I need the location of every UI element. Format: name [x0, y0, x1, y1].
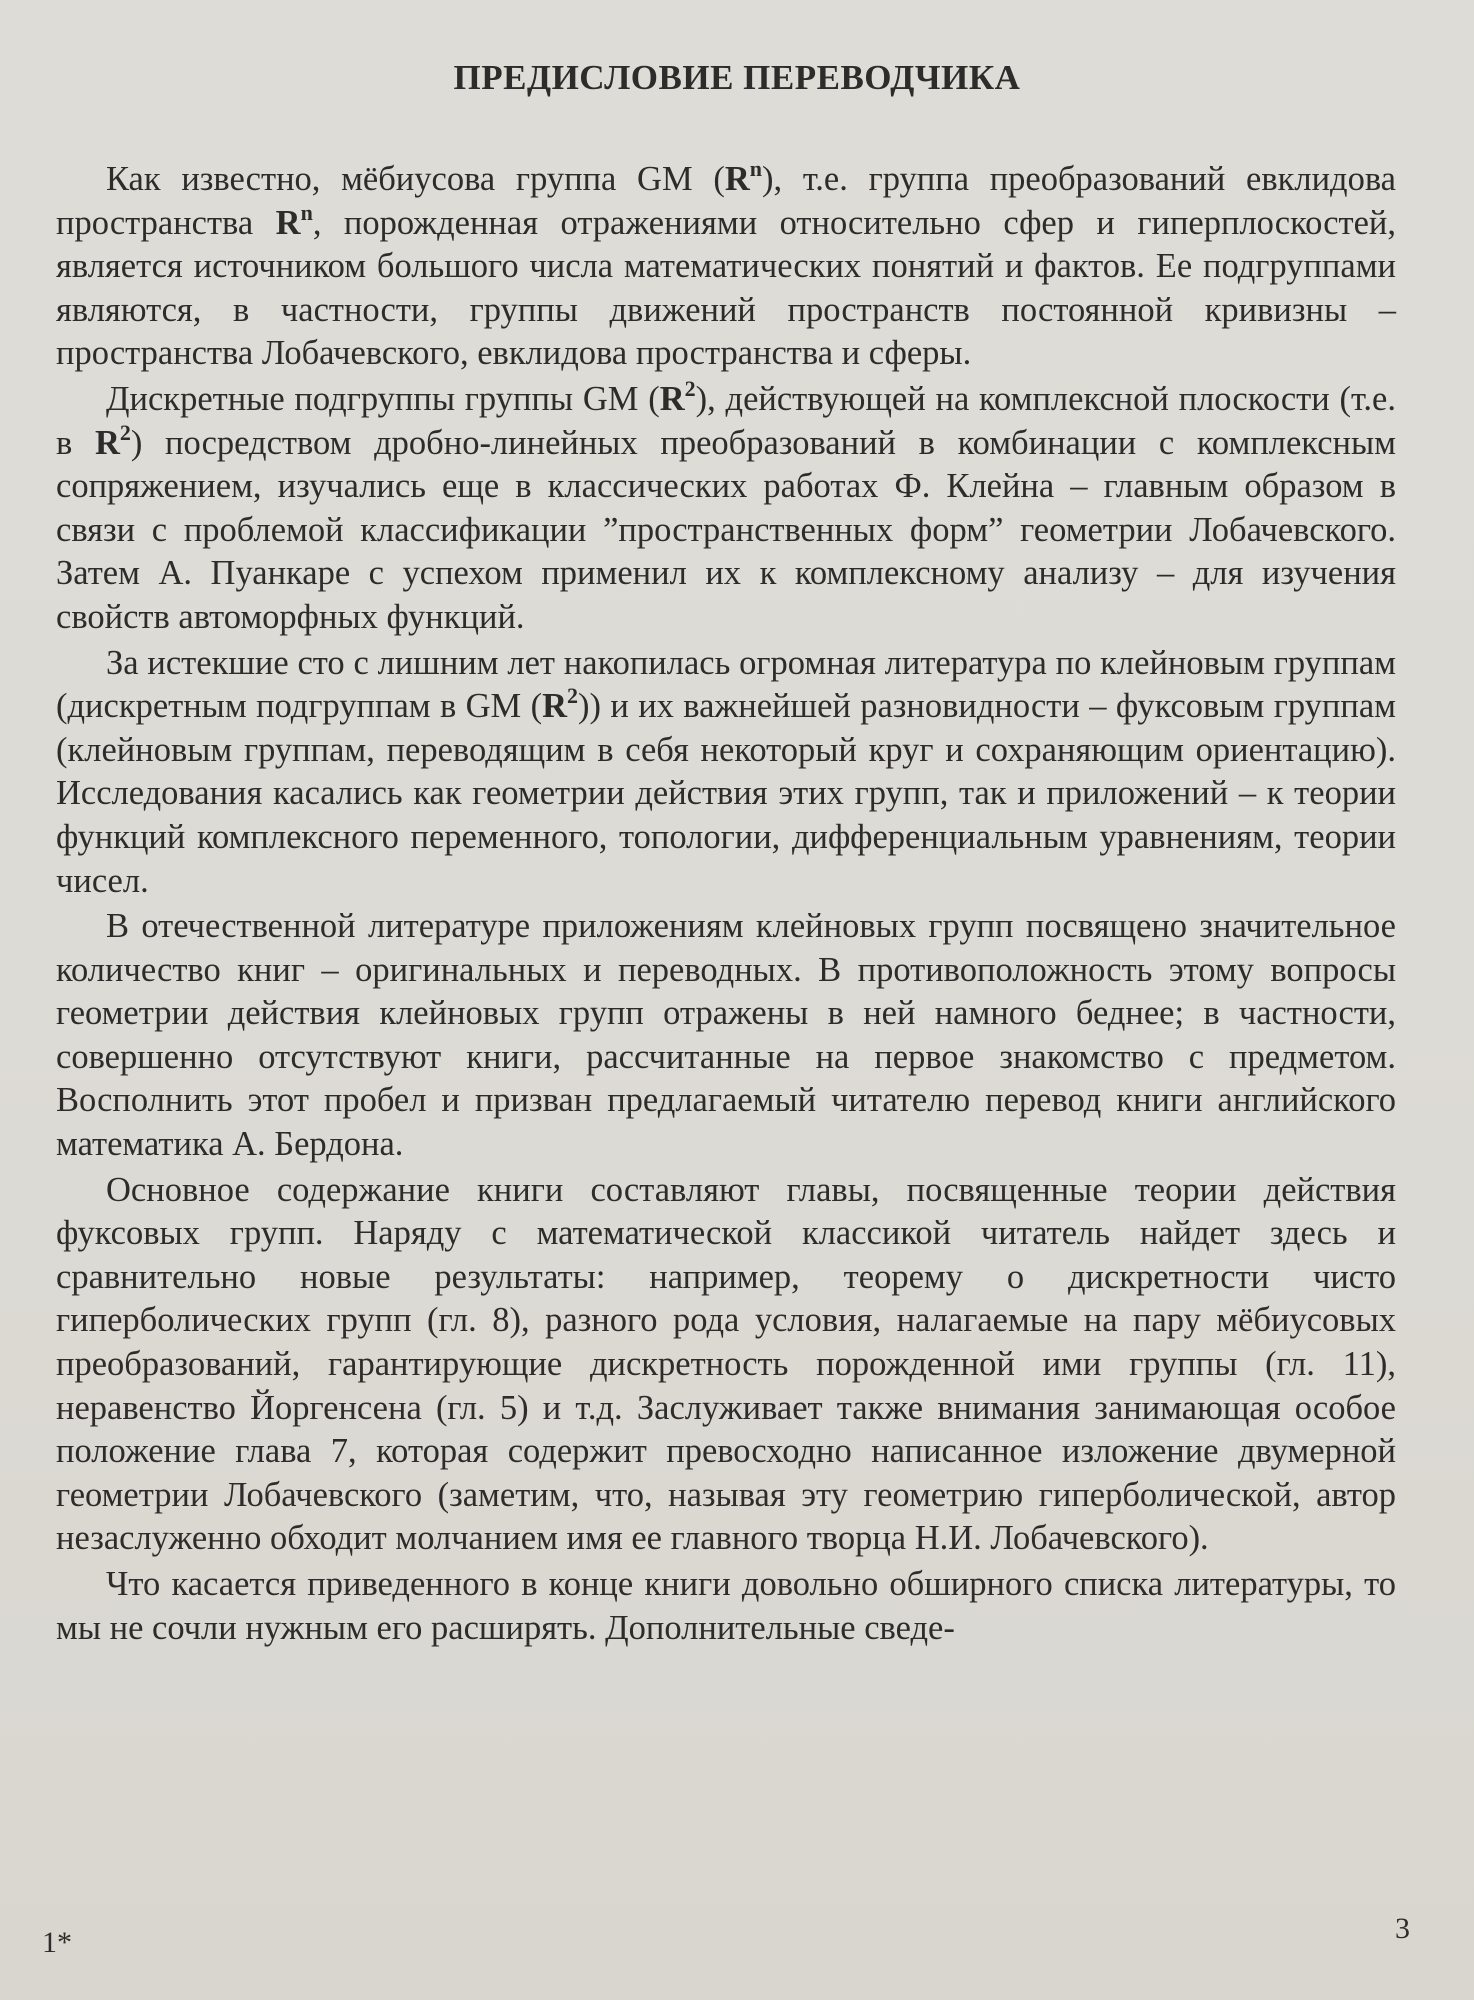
math-space-symbol — [659, 375, 696, 418]
math-base: R — [659, 379, 685, 418]
signature-mark: 1* — [42, 1926, 72, 1959]
math-exponent: n — [300, 199, 313, 225]
page-title: ПРЕДИСЛОВИЕ ПЕРЕВОДЧИКА — [453, 58, 1021, 97]
paragraph — [56, 375, 1396, 640]
text-run: )) и их важнейшей разновидности – фуксовым группам (клейновым группам, переводящим в себя некоторый круг и сохраняющим ориентацию). Исследования касались как геометрии действия этих групп, так и приложений – к теории функций комплексного переменного, топологии, дифференциальным уравнениям, теории чисел. — [56, 687, 1396, 900]
math-space-symbol — [94, 419, 131, 462]
text-run: ), т.е. группа преобразований евклидова пространства — [56, 160, 1396, 242]
math-base: R — [275, 203, 301, 242]
text-run: ), действующей на комплексной плоскости (т.е. в — [56, 379, 1396, 462]
math-base: R — [724, 160, 750, 198]
body-text — [56, 158, 1396, 1652]
math-exponent: 2 — [567, 683, 579, 709]
math-space-symbol — [542, 683, 579, 726]
math-base: R — [542, 687, 568, 726]
text-run: В отечественной литературе приложениям клейновых групп посвящено значительное количество книг – оригинальных и переводных. В противоположность этому вопросы геометрии действия клейновых групп отражены в ней намного беднее; в частности, совершенно отсутствуют книги, рассчитанные на первое знакомство с предметом. Восполнить этот пробел и призван предлагаемый читателю перевод книги английского математика А. Бердона. — [56, 907, 1396, 1164]
paragraph — [56, 642, 1396, 904]
math-exponent: n — [749, 156, 763, 181]
text-run: Дискретные подгруппы группы GM ( — [106, 379, 660, 418]
page-number: 3 — [1395, 1912, 1410, 1945]
text-run: , порожденная отражениями относительно сфер и гиперплоскостей, является источником большого числа математических понятий и фактов. Ее подгруппами являются, в частности, группы движений пространств постоянной кривизны – пространства Лобачевского, евклидова пространства и сферы. — [56, 203, 1396, 373]
math-exponent: 2 — [684, 375, 696, 401]
text-run: За истекшие сто с лишним лет накопилась огромная литература по клейновым группам (дискретным подгруппам в GM ( — [56, 643, 1396, 726]
text-run: ) посредством дробно-линейных преобразований в комбинации с комплексным сопряжением, изучались еще в классических работах Ф. Клейна – главным образом в связи с проблемой классификации ”пространственных форм” геометрии Лобачевского. Затем А. Пуанкаре с успехом применил их к комплексному анализу – для изучения свойств автоморфных функций. — [56, 423, 1396, 636]
math-base: R — [94, 423, 120, 462]
paragraph — [56, 1169, 1396, 1561]
math-space-symbol — [275, 199, 313, 242]
paragraph — [56, 1563, 1396, 1650]
text-run: Как известно, мёбиусова группа GM ( — [106, 160, 725, 198]
paragraph — [56, 158, 1396, 376]
text-run: Основное содержание книги составляют главы, посвященные теории действия фуксовых групп. Наряду с математической классикой читатель найдет здесь и сравнительно новые результаты: например, теорему о дискретности чисто гиперболических групп (гл. 8), разного рода условия, налагаемые на пару мёбиусовых преобразований, гарантирующие дискретность порожденной ими группы (гл. 11), неравенство Йоргенсена (гл. 5) и т.д. Заслуживает также внимания занимающая особое положение глава 7, которая содержит превосходно написанное изложение двумерной геометрии Лобачевского (заметим, что, называя эту геометрию гиперболической, автор незаслуженно обходит молчанием имя ее главного творца Н.И. Лобачевского). — [56, 1170, 1396, 1558]
paragraph — [56, 905, 1396, 1167]
math-exponent: 2 — [119, 419, 131, 445]
text-run: Что касается приведенного в конце книги довольно обширного списка литературы, то мы не сочли нужным его расширять. Дополнительные сведе- — [56, 1565, 1396, 1647]
math-space-symbol — [724, 156, 763, 198]
